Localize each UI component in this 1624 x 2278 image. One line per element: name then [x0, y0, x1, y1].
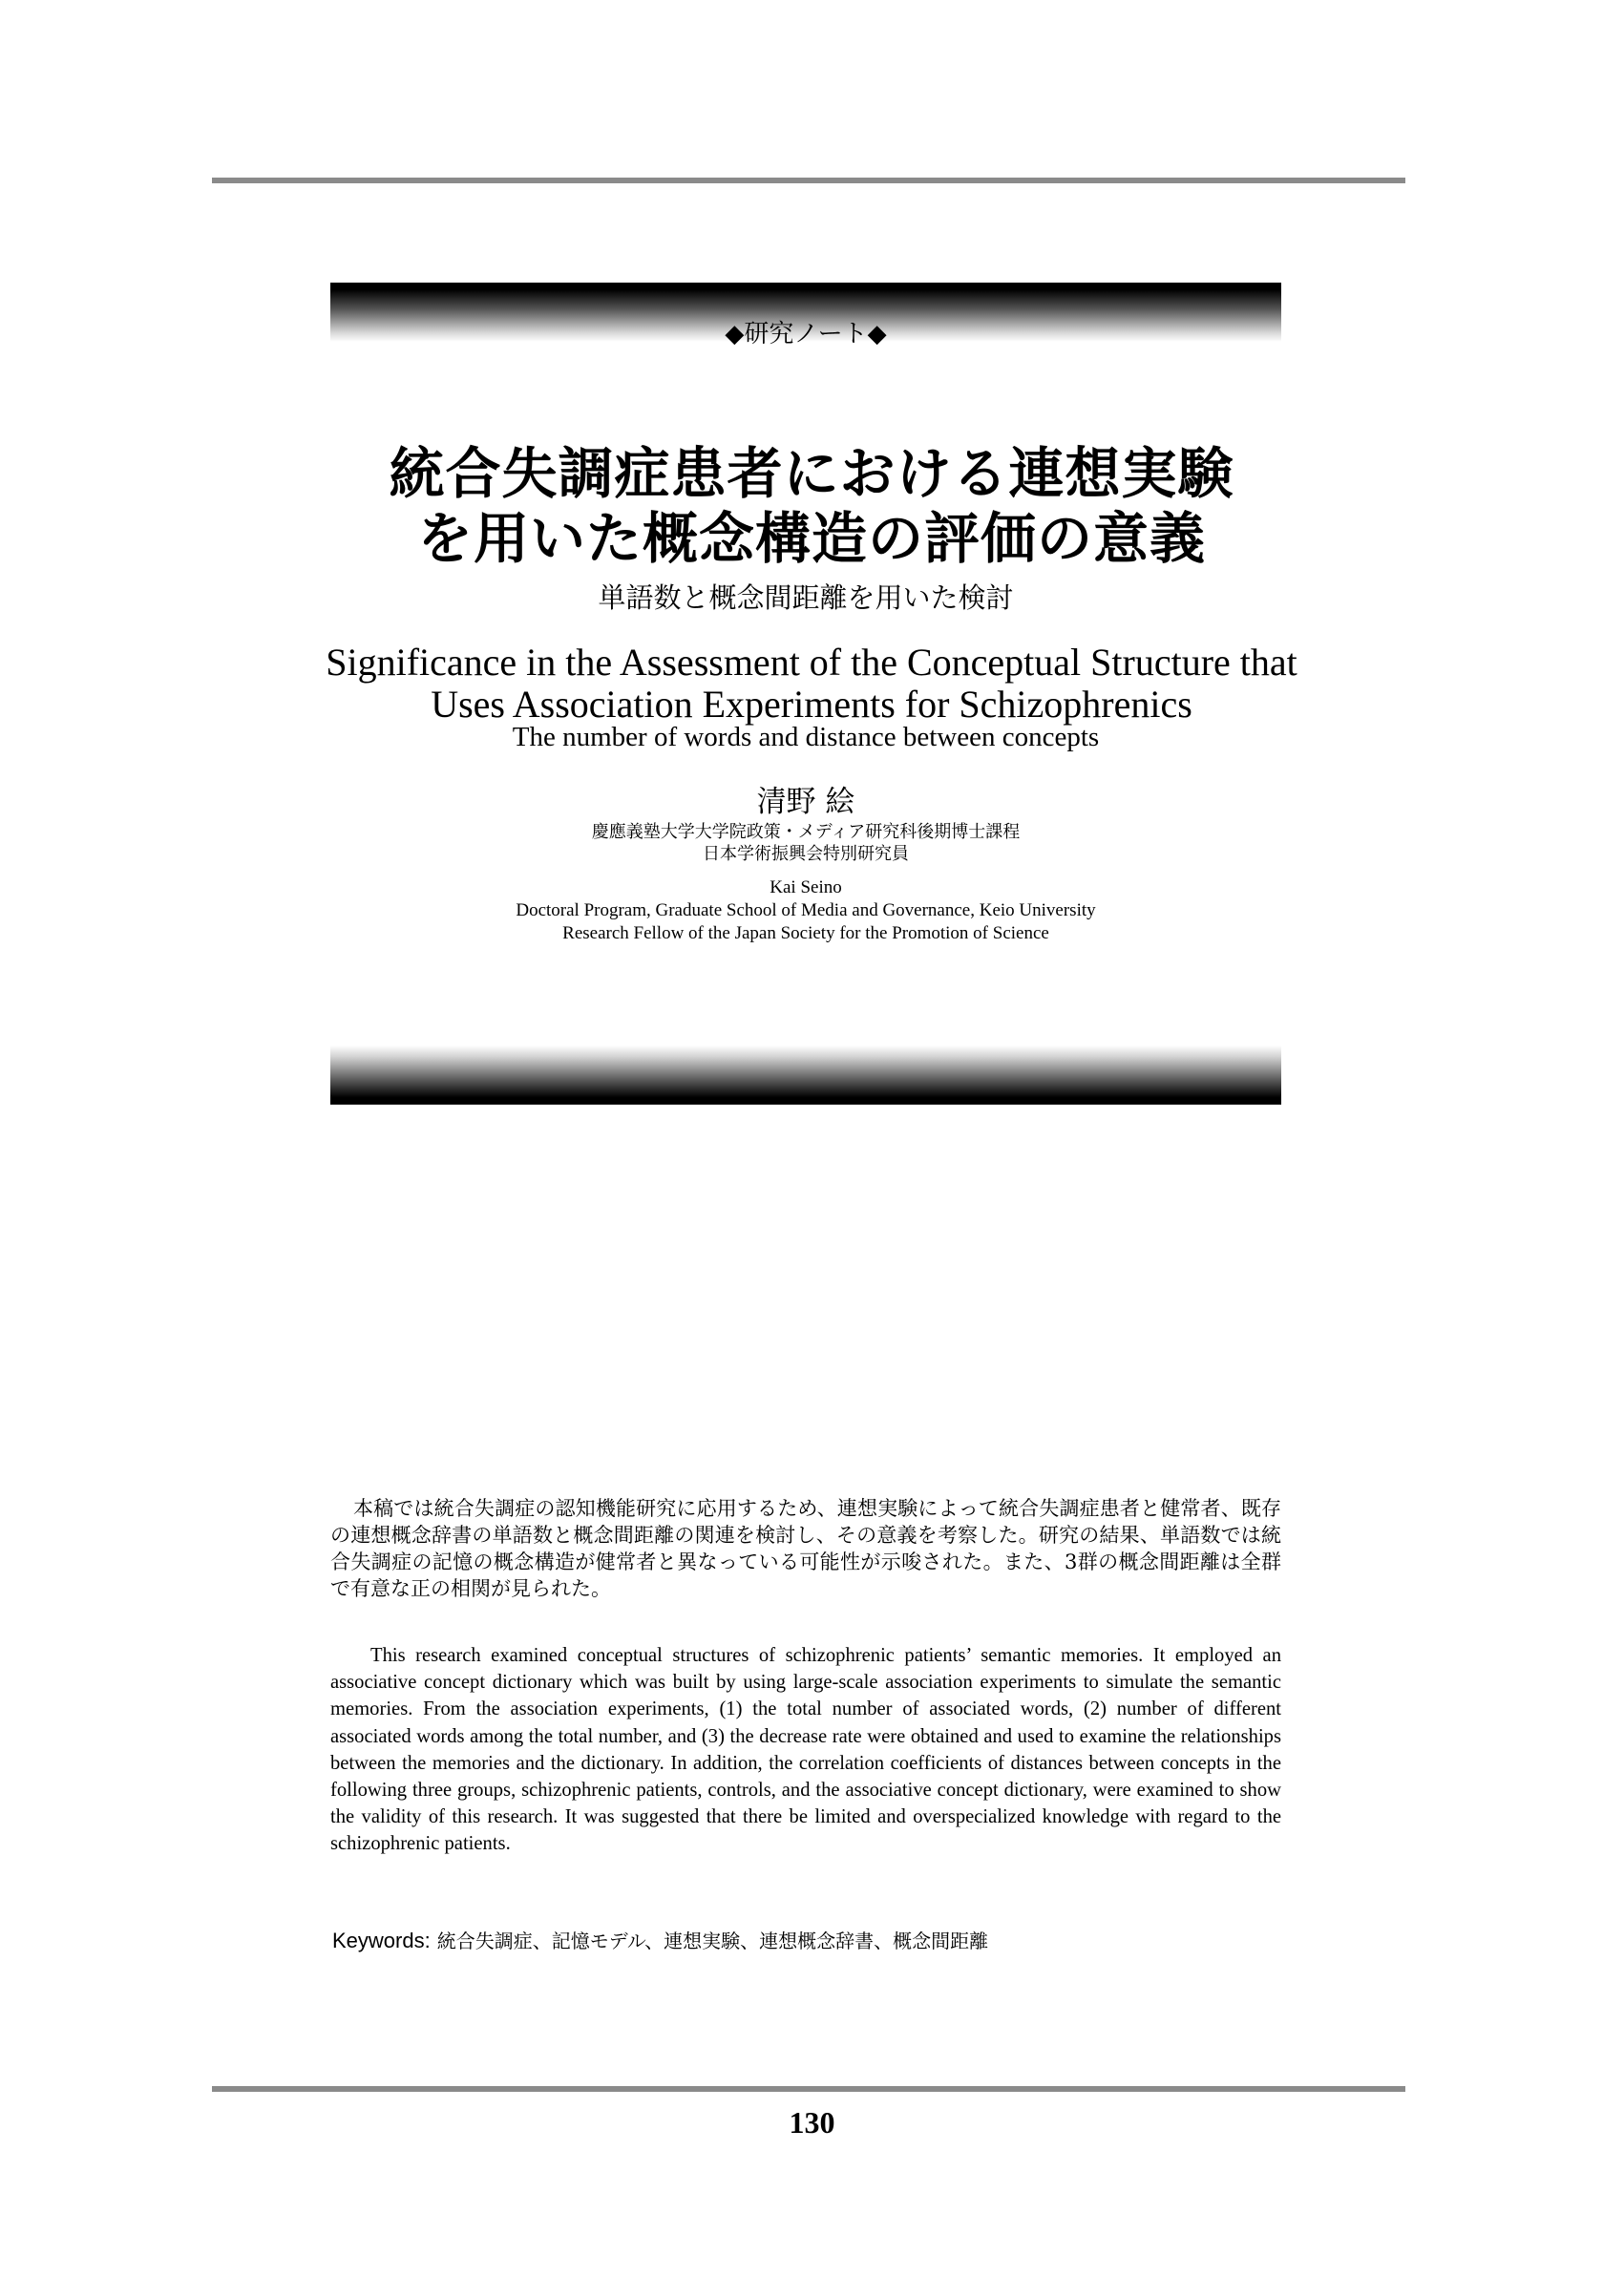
english-title-line-2: Uses Association Experiments for Schizophrenics	[431, 683, 1192, 726]
affiliation-english	[330, 899, 1281, 945]
keywords-label: Keywords:	[332, 1929, 431, 1952]
top-rule	[212, 178, 1405, 183]
section-label: ◆研究ノート◆	[725, 320, 887, 348]
english-title	[286, 642, 1337, 726]
affiliation-english-line-2: Research Fellow of the Japan Society for the Promotion of Science	[562, 923, 1049, 943]
japanese-title	[248, 441, 1375, 571]
affiliation-japanese	[330, 821, 1281, 865]
japanese-title-line-2: を用いた概念構造の評価の意義	[416, 506, 1206, 571]
page-number: 130	[789, 2105, 835, 2140]
author-name-english: Kai Seino	[770, 877, 842, 897]
affiliation-japanese-line-2: 日本学術振興会特別研究員	[703, 844, 909, 864]
english-subtitle: The number of words and distance between concepts	[512, 722, 1100, 752]
english-title-line-1: Significance in the Assessment of the Conceptual Structure that	[326, 641, 1297, 684]
bottom-rule	[212, 2086, 1405, 2092]
abstract-english: This research examined conceptual structures of schizophrenic patients’ semantic memories. It employed an associative concept dictionary which was built by using large-scale association experiments to simulate the semantic memories. From the association experiments, (1) the total number of associated words, (2) number of different associated words among the total number, and (3) the decrease rate were obtained and used to examine the relationships between the memories and the dictionary. In addition, the correlation coefficients of distances between concepts in the following three groups, schizophrenic patients, controls, and the associative concept dictionary, were examined to show the validity of this research. It was suggested that there be limited and overspecialized knowledge with regard to the schizophrenic patients.	[330, 1645, 1281, 1855]
abstract-japanese: 本稿では統合失調症の認知機能研究に応用するため、連想実験によって統合失調症患者と健常者、既存の連想概念辞書の単語数と概念間距離の関連を検討し、その意義を考察した。研究の結果、単語数では統合失調症の記憶の概念構造が健常者と異なっている可能性が示唆された。また、3群の概念間距離は全群で有意な正の相関が見られた。	[330, 1497, 1281, 1600]
affiliation-english-line-1: Doctoral Program, Graduate School of Media and Governance, Keio University	[516, 900, 1096, 920]
header-band-bottom	[330, 1045, 1281, 1105]
author-name-japanese: 清野 絵	[756, 785, 855, 819]
japanese-title-line-1: 統合失調症患者における連想実験	[389, 441, 1234, 506]
japanese-subtitle: 単語数と概念間距離を用いた検討	[598, 581, 1014, 614]
keywords	[332, 1927, 1283, 1956]
affiliation-japanese-line-1: 慶應義塾大学大学院政策・メディア研究科後期博士課程	[591, 822, 1021, 842]
keywords-values: 統合失調症、記憶モデル、連想実験、連想概念辞書、概念間距離	[436, 1930, 989, 1952]
